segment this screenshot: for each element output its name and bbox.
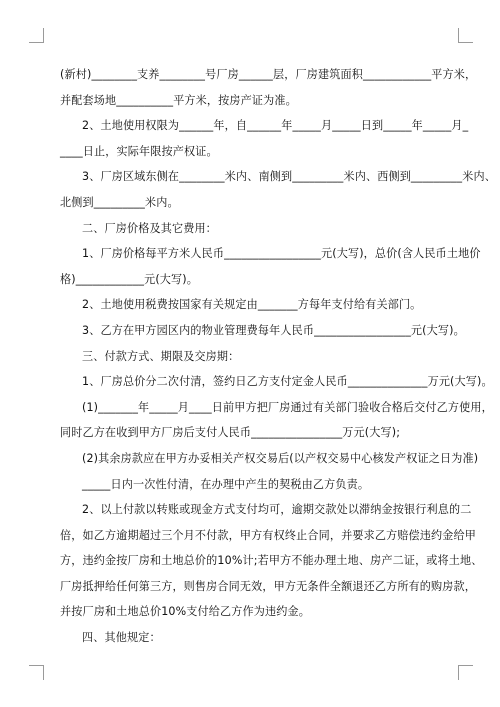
text-line: 四、其他规定： (82, 631, 161, 645)
crop-mark-top-left (29, 28, 44, 43)
text-line: (2)其余房款应在甲方办妥相关产权交易后(以产权交易中心核发产权证之日为准) (82, 451, 479, 465)
text-line: 同时乙方在收到甲方厂房后支付人民币________________万元(大写); (60, 426, 401, 440)
text-line: 3、厂房区域东侧在________米内、南侧到_________米内、西侧到_________米内、 (82, 170, 496, 184)
text-line: 倍，如乙方逾期超过三个月不付款，甲方有权终止合同，并要求乙方赔偿违约金给甲 (60, 528, 477, 542)
text-line: 2、土地使用税费按国家有关规定由_______方每年支付给有关部门。 (82, 298, 422, 312)
text-line: 3、乙方在甲方园区内的物业管理费每年人民币_________________元(大写)。 (82, 323, 465, 337)
text-line: (1)_______年_____月____日前甲方把厂房通过有关部门验收合格后交付乙方使用， (82, 400, 493, 414)
text-line: (新村)________支养________号厂房______层，厂房建筑面积____________平方米， (60, 68, 477, 81)
text-line: 并按厂房和土地总价10%支付给乙方作为违约金。 (60, 605, 310, 619)
text-line: 方，违约金按厂房和土地总价的10%计;若甲方不能办理土地、房产二证，或将土地、 (60, 554, 483, 568)
text-line: 北侧到_________米内。 (60, 195, 179, 209)
text-line: 二、厂房价格及其它费用： (82, 221, 217, 235)
text-line: 2、土地使用权限为______年，自______年_____月_____日到_____年_____月_ (82, 119, 469, 133)
document-body (60, 62, 496, 651)
text-line: 2、以上付款以转账或现金方式支付均可，逾期交款处以滞纳金按银行利息的二 (82, 503, 472, 517)
text-line: 1、厂房总价分二次付清，签约日乙方支付定金人民币______________万元(大写)。 (82, 375, 493, 389)
crop-mark-top-right (458, 28, 473, 43)
text-line: _____日内一次性付清，在办理中产生的契税由乙方负责。 (82, 477, 370, 491)
text-line: ____日止，实际年限按产权证。 (60, 144, 218, 158)
text-line: 1、厂房价格每平方米人民币_________________元(大写)，总价(含人民币土地价 (82, 247, 481, 261)
text-line: 三、付款方式、期限及交房期： (82, 349, 240, 363)
text-line: 格)____________元(大写)。 (60, 272, 199, 286)
text-line: 并配套场地__________平方米，按房产证为准。 (60, 93, 297, 107)
text-line: 厂房抵押给任何第三方，则售房合同无效，甲方无条件全额退还乙方所有的购房款， (60, 579, 477, 593)
crop-mark-bottom-right (458, 665, 473, 680)
crop-mark-bottom-left (29, 665, 44, 680)
